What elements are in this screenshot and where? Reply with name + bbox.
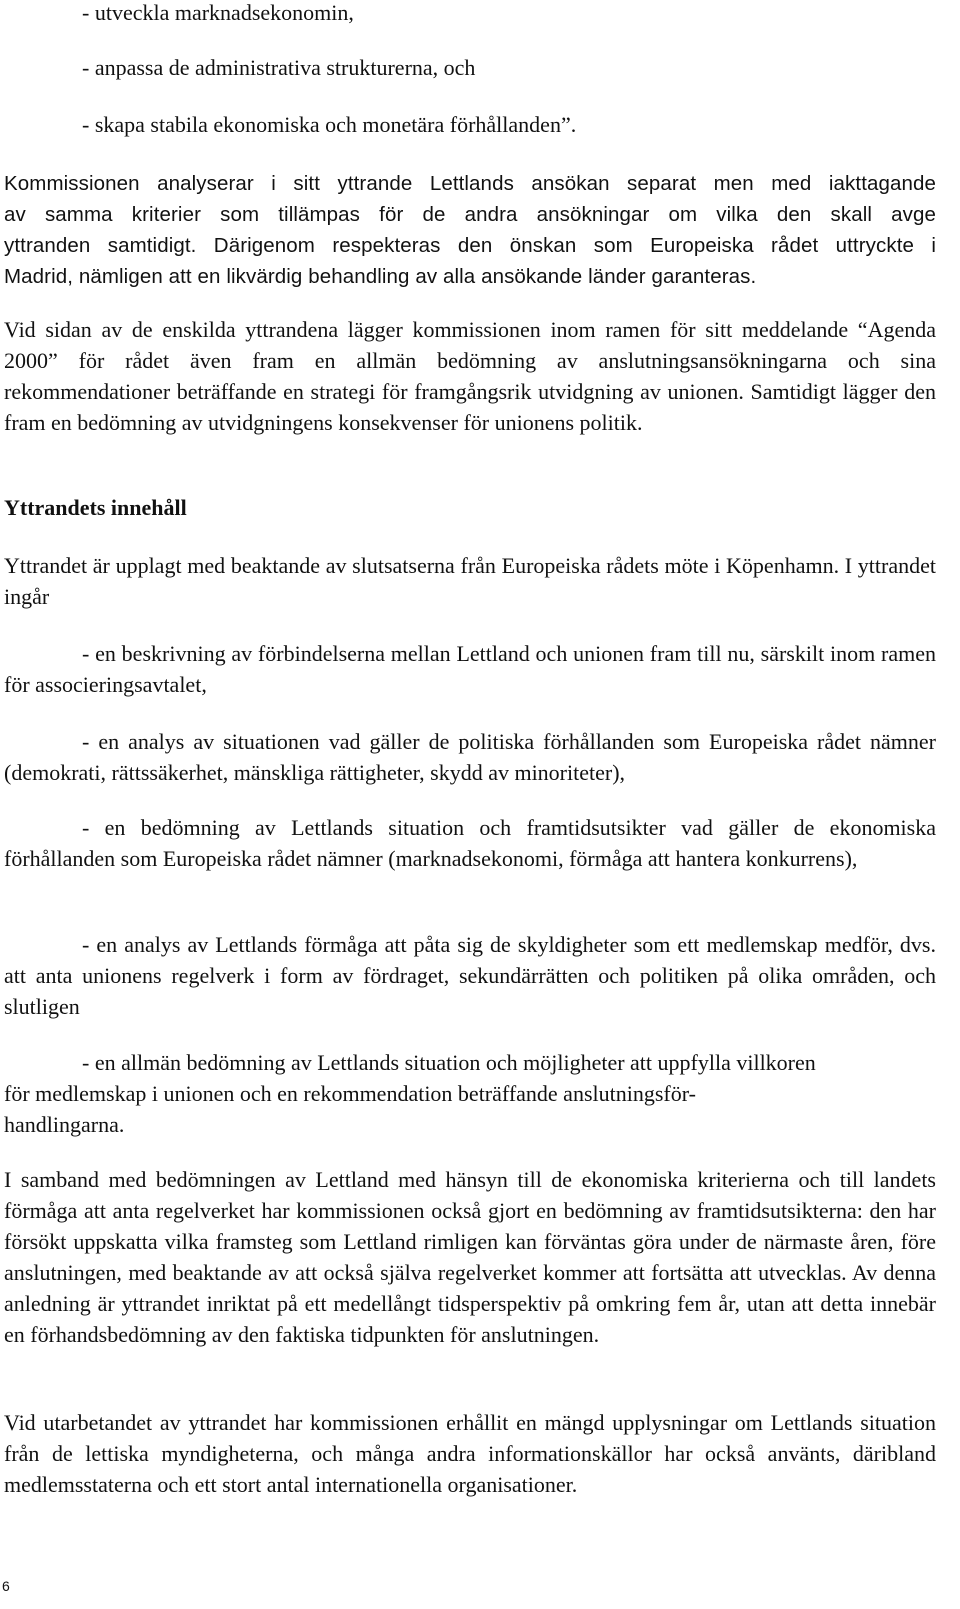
list-item: - en beskrivning av förbindelserna mellan Lettland och unionen fram till nu, särskilt inom ramen för associeringsavtalet, [4,641,936,697]
paragraph-line: yttranden samtidigt. Därigenom respekteras den önskan som Europeiska rådet uttryckte i [4,234,936,257]
paragraph-line: Kommissionen analyserar i sitt yttrande Lettlands ansökan separat men med iakttagande [4,172,936,195]
list-item: - anpassa de administrativa strukturerna, och [82,55,476,80]
list-item: - en analys av Lettlands förmåga att påta sig de skyldigheter som ett medlemskap medför, dvs. att anta unionens regelverk i form av fördraget, sekundärrätten och politiken på olika områden, och slutligen [4,932,936,1019]
paragraph-line: för medlemskap i unionen och en rekommendation beträffande anslutningsför- [4,1081,696,1106]
list-item: - utveckla marknadsekonomin, [82,0,354,25]
paragraph-line: - en allmän bedömning av Lettlands situation och möjligheter att uppfylla villkoren [82,1050,816,1075]
list-item-last [4,1047,936,1140]
list-item: - en bedömning av Lettlands situation och framtidsutsikter vad gäller de ekonomiska förhållanden som Europeiska rådet nämner (marknadsekonomi, förmåga att hantera konkurrens), [4,815,936,871]
paragraph-sources: Vid utarbetandet av yttrandet har kommissionen erhållit en mängd upplysningar om Lettlands situation från de lettiska myndigheterna, och många andra informationskällor har också använts, däribland medlemsstaterna och ett stort antal internationella organisationer. [4,1410,936,1497]
list-item: - skapa stabila ekonomiska och monetära förhållanden”. [82,112,577,137]
list-item: - en analys av situationen vad gäller de politiska förhållanden som Europeiska rådet nämner (demokrati, rättssäkerhet, mänskliga rättigheter, skydd av minoriteter), [4,729,936,785]
paragraph-line: Madrid, nämligen att en likvärdig behandling av alla ansökande länder garanteras. [4,265,757,288]
paragraph-line: handlingarna. [4,1112,125,1137]
paragraph-intro: Yttrandet är upplagt med beaktande av slutsatserna från Europeiska rådets möte i Köpenhamn. I yttrandet ingår [4,553,936,609]
paragraph-agenda: Vid sidan av de enskilda yttrandena lägger kommissionen inom ramen för sitt meddelande “Agenda 2000” för rådet även fram en allmän bedömning av anslutningsansökningarna och sina rekommendationer beträffande en strategi för framgångsrik utvidgning av unionen. Samtidigt lägger den fram en bedömning av utvidgningens konsekvenser för unionens politik. [4,317,936,435]
paragraph-commission [4,168,936,292]
paragraph-assessment: I samband med bedömningen av Lettland med hänsyn till de ekonomiska kriterierna och till landets förmåga att anta regelverket har kommissionen också gjort en bedömning av framtidsutsikterna: den har försökt uppskatta vilka framsteg som Lettland rimligen kan förväntas göra under de närmaste åren, före anslutningen, med beaktande av att också själva regelverket kommer att fortsätta att utvecklas. Av denna anledning är yttrandet inriktat på ett medellångt tidsperspektiv på omkring fem år, utan att detta innebär en förhandsbedömning av den faktiska tidpunkten för anslutningen. [4,1167,936,1347]
page-number: 6 [2,1578,10,1594]
paragraph-line: av samma kriterier som tillämpas för de andra ansökningar om vilka den skall avge [4,203,936,226]
section-heading: Yttrandets innehåll [4,495,187,520]
